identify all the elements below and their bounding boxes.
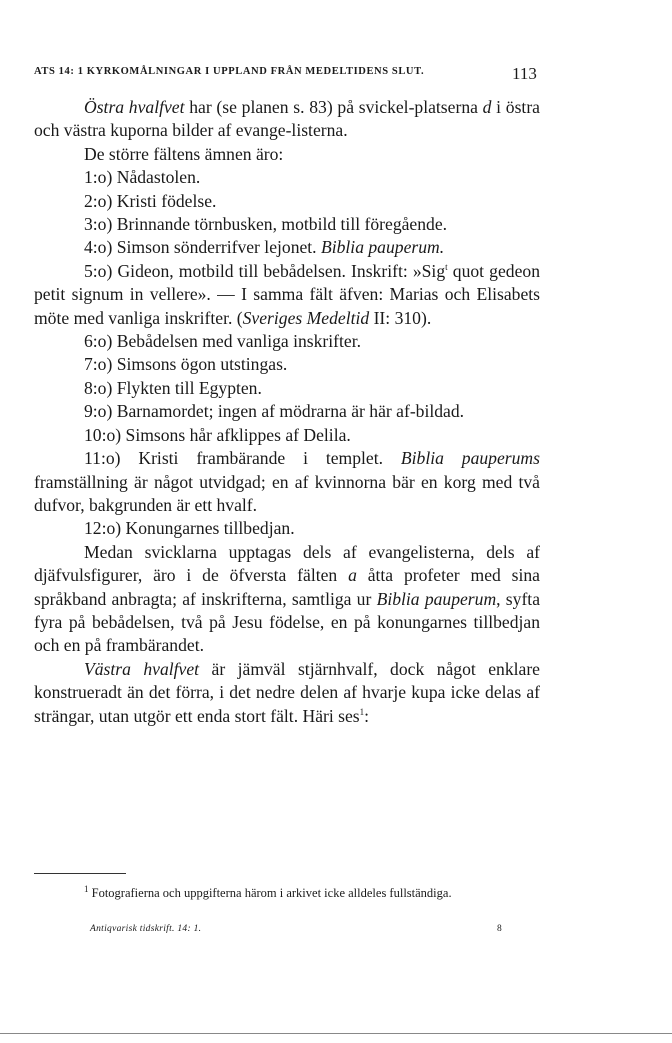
text-span: åtta profeter med sina språkband anbragta; af inskrifterna, samtliga ur — [34, 565, 540, 609]
text-span: 4:o) Simson sönderrifver lejonet. — [84, 237, 321, 258]
list-item: 7:o) Simsons ögon utstingas. — [84, 354, 288, 375]
label-a: a — [348, 565, 357, 586]
ref-biblia: Biblia pauperums — [400, 448, 540, 469]
paragraph-intro: De större fältens ämnen äro: — [84, 143, 284, 164]
list-item — [34, 260, 540, 330]
text-span: är jämväl stjärnhvalf, dock något enklare konstrueradt än det förra, i det nedre delen af hvarje kupa icke delas af strängar, utan utgör ett enda stort fält. Häri ses — [34, 658, 540, 726]
label-d: d — [482, 97, 492, 117]
text-span: quot gedeon petit signum in vellere». — I samma fält äfven: Marias och Elisabets möte med vanliga inskrifter. ( — [34, 260, 540, 328]
journal-signature: Antiqvarisk tidskrift. 14: 1. — [90, 924, 202, 934]
ref-sveriges-medeltid: Sveriges Medeltid — [242, 307, 370, 328]
footnote-marker: 1 — [84, 883, 89, 894]
heading-ostra: Östra hvalfvet — [84, 97, 185, 117]
body-text — [34, 96, 540, 728]
footnote-ref: 1 — [359, 706, 365, 717]
paragraph-svicklar — [34, 541, 540, 658]
paragraph-vastra-hvalfvet — [34, 658, 540, 728]
text-span: Medan svicklarna upptagas dels af evangelisterna, dels af djäfvulsfigurer, äro i de öfversta fälten — [34, 541, 540, 586]
list-item: 8:o) Flykten till Egypten. — [84, 377, 262, 398]
text-span: framställning är något utvidgad; en af kvinnorna bär en korg med två dufvor, bakgrunden är ett hvalf. — [34, 471, 540, 515]
text-span: i östra och västra kuporna bilder af evange-listerna. — [34, 97, 540, 141]
running-header — [34, 66, 542, 86]
page-edge-line — [0, 1033, 672, 1034]
sheet-mark: 8 — [497, 924, 502, 934]
page-number: 113 — [512, 64, 537, 83]
text-span: 5:o) Gideon, motbild till bebådelsen. Inskrift: »Sig — [84, 260, 446, 281]
list-item: 1:o) Nådastolen. — [84, 167, 201, 188]
text-span: II: 310). — [369, 307, 432, 328]
list-item — [34, 447, 540, 517]
list-item: 2:o) Kristi födelse. — [84, 190, 217, 211]
ref-biblia: Biblia pauperum. — [320, 237, 445, 258]
text-span: : — [364, 705, 370, 726]
text-span: 11:o) Kristi frambärande i templet. — [84, 448, 401, 469]
footnote-text — [34, 884, 540, 903]
list-item: 3:o) Brinnande törnbusken, motbild till föregående. — [84, 214, 448, 235]
list-item — [34, 236, 540, 259]
list-item: 12:o) Konungarnes tillbedjan. — [84, 518, 295, 539]
text-span: Fotografierna och uppgifterna härom i arkivet icke alldeles fullständiga. — [88, 886, 452, 900]
footnote-divider — [34, 873, 126, 874]
heading-vastra: Västra hvalfvet — [84, 658, 200, 679]
ref-biblia: Biblia pauperum — [376, 588, 497, 609]
list-item: 9:o) Barnamordet; ingen af mödrarna är här af-bildad. — [84, 401, 465, 422]
footnote — [34, 884, 540, 903]
text-span: , syfta fyra på bebådelsen, två på Jesu födelse, en på konungarnes tillbedjan och en på frambärandet. — [34, 588, 541, 656]
list-item: 6:o) Bebådelsen med vanliga inskrifter. — [84, 331, 362, 352]
paragraph-ostra-hvalfvet — [34, 96, 540, 143]
running-title: ATS 14: 1 KYRKOMÅLNINGAR I UPPLAND FRÅN MEDELTIDENS SLUT. — [34, 66, 425, 77]
superscript: t — [445, 261, 448, 272]
text-span: har (se planen s. 83) på svickel-platserna — [184, 97, 483, 117]
list-item: 10:o) Simsons hår afklippes af Delila. — [84, 424, 351, 445]
